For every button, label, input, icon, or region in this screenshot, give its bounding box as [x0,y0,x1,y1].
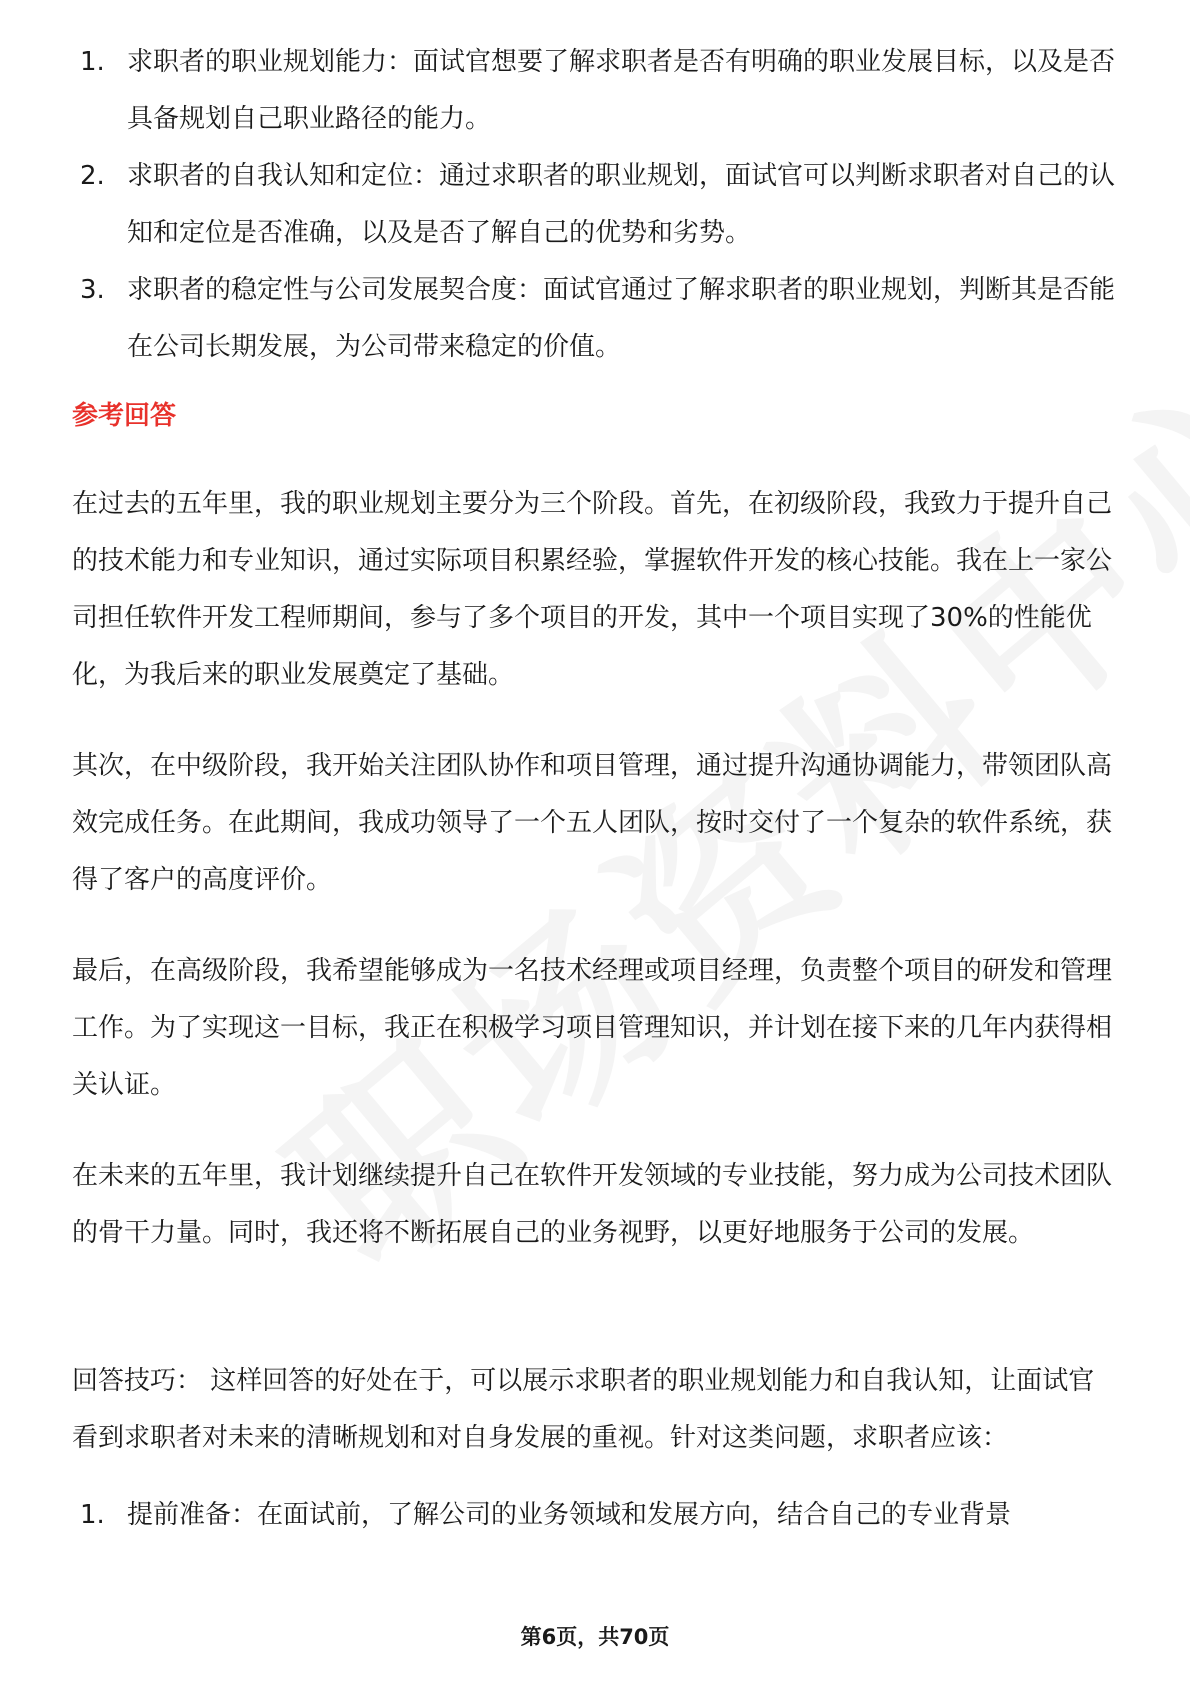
paragraph: 在未来的五年里，我计划继续提升自己在软件开发领域的专业技能，努力成为公司技术团队的骨干力量。同时，我还将不断拓展自己的业务视野，以更好地服务于公司的发展。 [72,1161,1113,1248]
page-number: 第6页，共70页 [520,1625,670,1649]
list-item [80,1487,1120,1544]
paragraph: 最后，在高级阶段，我希望能够成为一名技术经理或项目经理，负责整个项目的研发和管理工作。为了实现这一目标，我正在积极学习项目管理知识，并计划在接下来的几年内获得相关认证。 [72,956,1113,1100]
list-item-text: 求职者的自我认知和定位：通过求职者的职业规划，面试官可以判断求职者对自己的认知和定位是否准确，以及是否了解自己的优势和劣势。 [127,161,1116,248]
list-item-text: 求职者的稳定性与公司发展契合度：面试官通过了解求职者的职业规划，判断其是否能在公司长期发展，为公司带来稳定的价值。 [127,275,1116,362]
paragraph: 其次，在中级阶段，我开始关注团队协作和项目管理，通过提升沟通协调能力，带领团队高效完成任务。在此期间，我成功领导了一个五人团队，按时交付了一个复杂的软件系统，获得了客户的高度评价。 [72,751,1113,895]
list-item [80,262,1120,376]
list-item-number: 1. [80,1500,105,1530]
list-item-number: 2. [80,161,105,191]
intro-list [80,34,1120,376]
section-title: 参考回答 [72,401,177,431]
list-item-text: 求职者的职业规划能力：面试官想要了解求职者是否有明确的职业发展目标，以及是否具备规划自己职业路径的能力。 [127,47,1116,134]
list-item [80,148,1120,262]
answer-tips-paragraph: 回答技巧： 这样回答的好处在于，可以展示求职者的职业规划能力和自我认知，让面试官看到求职者对未来的清晰规划和对自身发展的重视。针对这类问题，求职者应该： [72,1366,1095,1453]
list-item-number: 3. [80,275,105,305]
paragraph: 在过去的五年里，我的职业规划主要分为三个阶段。首先，在初级阶段，我致力于提升自己的技术能力和专业知识，通过实际项目积累经验，掌握软件开发的核心技能。我在上一家公司担任软件开发工程师期间，参与了多个项目的开发，其中一个项目实现了30%的性能优化，为我后来的职业发展奠定了基础。 [72,489,1113,690]
list-item [80,34,1120,148]
tips-list [80,1487,1120,1544]
list-item-text: 提前准备：在面试前，了解公司的业务领域和发展方向，结合自己的专业背景 [127,1500,1012,1530]
list-item-number: 1. [80,47,105,77]
